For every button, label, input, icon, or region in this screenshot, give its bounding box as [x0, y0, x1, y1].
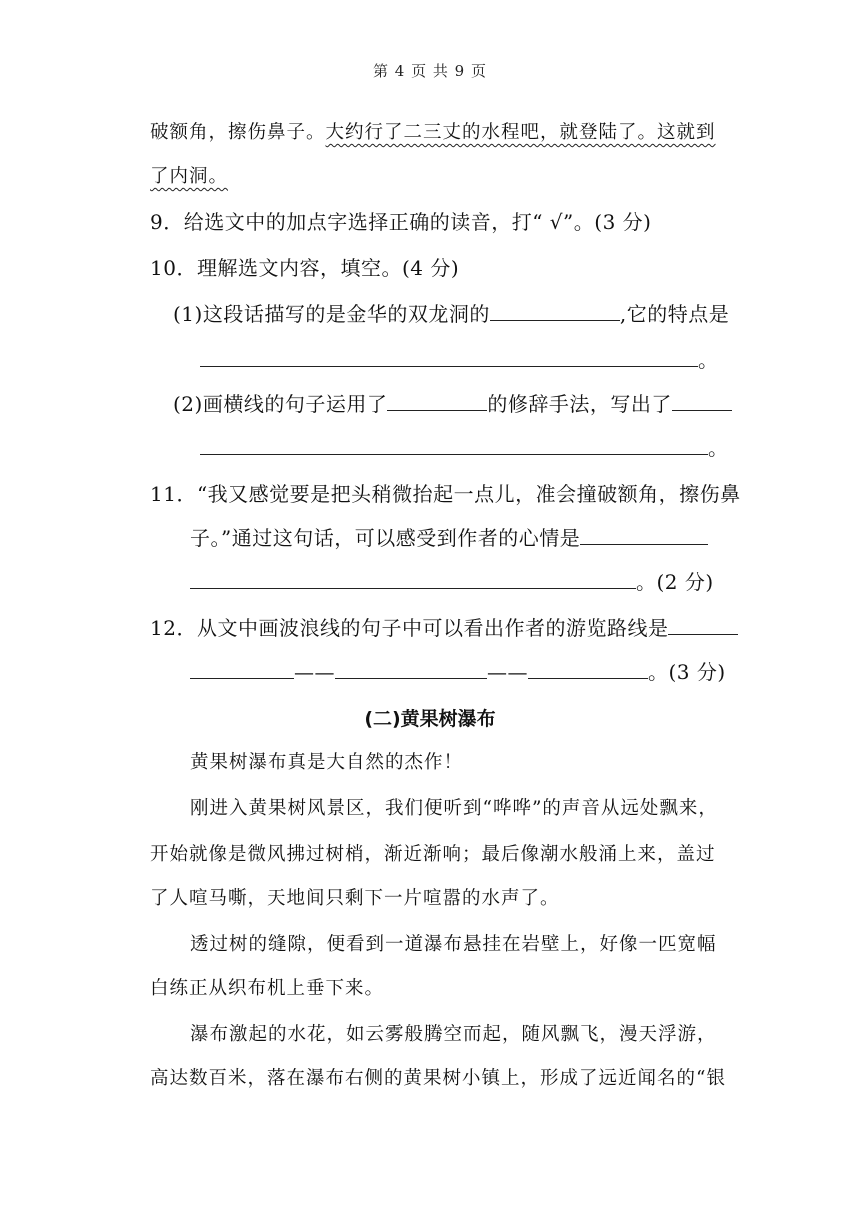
- period: 。: [708, 436, 729, 460]
- answer-blank[interactable]: [528, 660, 648, 679]
- question-text: 的修辞手法，写出了: [487, 392, 672, 416]
- question-11-line2: [190, 522, 708, 551]
- question-11-line3: [190, 566, 714, 595]
- score-note: 。(3 分): [648, 660, 726, 684]
- question-9: 9．给选文中的加点字选择正确的读音，打“ √”。(3 分): [150, 210, 652, 234]
- question-12-line2: [190, 656, 726, 685]
- question-text: (2)画横线的句子运用了: [173, 392, 388, 416]
- passage-line-2: [150, 162, 228, 188]
- wavy-underlined-text: 大约行了二三丈的水程吧，就登陆了。这就到: [325, 122, 716, 143]
- passage-text: 破额角，擦伤鼻子。: [150, 122, 326, 143]
- question-12: [150, 612, 738, 641]
- dash: ——: [487, 660, 528, 684]
- wavy-underlined-text: 了内洞。: [150, 166, 229, 187]
- question-text: 子。”通过这句话，可以感受到作者的心情是: [190, 526, 581, 550]
- answer-blank[interactable]: [490, 302, 620, 321]
- answer-blank[interactable]: [387, 392, 487, 411]
- question-text: ,它的特点是: [619, 302, 730, 326]
- score-note: 。(2 分): [636, 570, 714, 594]
- answer-blank[interactable]: [672, 392, 732, 411]
- answer-blank[interactable]: [200, 436, 708, 455]
- paragraph-3-line-1: 透过树的缝隙，便看到一道瀑布悬挂在岩壁上，好像一匹宽幅: [190, 934, 717, 955]
- question-10-2-line2: [200, 432, 729, 461]
- answer-blank[interactable]: [200, 348, 698, 367]
- question-10-1: [173, 298, 729, 327]
- paragraph-3-line-2: 白练正从织布机上垂下来。: [150, 978, 385, 999]
- page-indicator: 第 4 页 共 9 页: [373, 62, 487, 80]
- paragraph-2-line-3: 了人喧马嘶，天地间只剩下一片喧嚣的水声了。: [150, 888, 560, 909]
- answer-blank[interactable]: [668, 616, 738, 635]
- question-text: (1)这段话描写的是金华的双龙洞的: [173, 302, 490, 326]
- answer-blank[interactable]: [190, 660, 294, 679]
- question-10: 10．理解选文内容，填空。(4 分): [150, 256, 460, 280]
- period: 。: [698, 348, 719, 372]
- dash: ——: [294, 660, 335, 684]
- answer-blank[interactable]: [335, 660, 487, 679]
- question-10-2: [173, 388, 732, 417]
- passage-line-1: [150, 118, 716, 144]
- paragraph-1: 黄果树瀑布真是大自然的杰作！: [190, 752, 464, 773]
- paragraph-2-line-1: 刚进入黄果树风景区，我们便听到“哗哗”的声音从远处飘来，: [190, 798, 718, 819]
- paragraph-4-line-2: 高达数百米，落在瀑布右侧的黄果树小镇上，形成了远近闻名的“银: [150, 1068, 726, 1089]
- question-10-1-line2: [200, 344, 719, 373]
- section-title: (二)黄果树瀑布: [364, 708, 496, 730]
- question-text: 12．从文中画波浪线的句子中可以看出作者的游览路线是: [150, 616, 669, 640]
- question-11: 11．“我又感觉要是把头稍微抬起一点儿，准会撞破额角，擦伤鼻: [150, 482, 741, 506]
- answer-blank[interactable]: [580, 526, 708, 545]
- paragraph-4-line-1: 瀑布激起的水花，如云雾般腾空而起，随风飘飞，漫天浮游，: [190, 1024, 717, 1045]
- paragraph-2-line-2: 开始就像是微风拂过树梢，渐近渐响；最后像潮水般涌上来，盖过: [150, 844, 716, 865]
- answer-blank[interactable]: [190, 570, 636, 589]
